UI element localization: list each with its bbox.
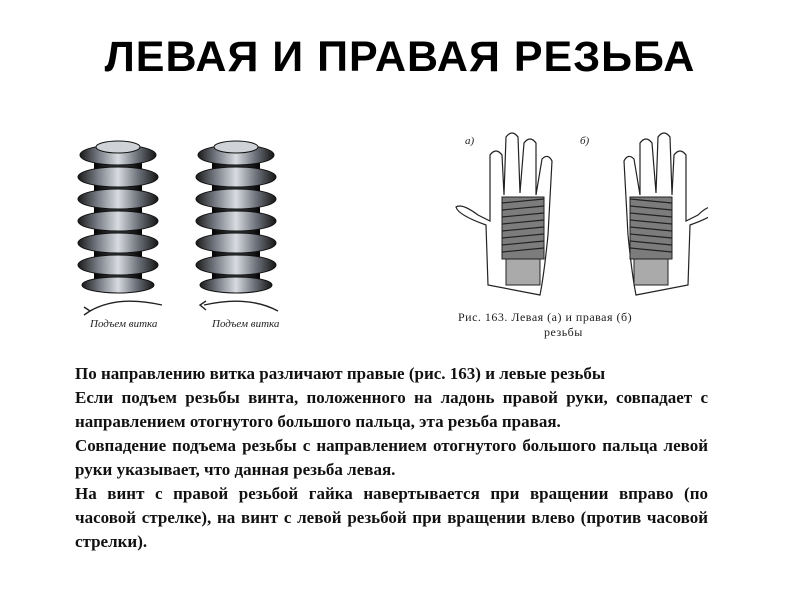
paragraph: Совпадение подъема резьбы с направлением отогнутого большого пальца левой руки указывает, что данная резьба левая. [75, 436, 708, 479]
paragraph: По направлению витка различают правые (рис. 163) и левые резьбы [75, 364, 606, 383]
figure-caption [458, 310, 718, 340]
left-screw-caption: Подъем витка [90, 318, 158, 330]
left-screw [78, 141, 158, 293]
paragraph: Если подъем резьбы винта, положенного на ладонь правой руки, совпадает с направлением отогнутого большого пальца, эта резьба правая. [75, 388, 708, 431]
right-hand-screw [630, 197, 672, 285]
hands-illustration [448, 125, 708, 335]
screws-illustration [72, 135, 308, 340]
figure-caption-line2: резьбы [544, 325, 583, 339]
page-title: ЛЕВАЯ И ПРАВАЯ РЕЗЬБА [104, 33, 696, 81]
hand-tag-b: б) [580, 135, 590, 147]
left-hand-screw [502, 197, 544, 285]
rotation-arrow-left [84, 301, 162, 315]
hand-tag-a: а) [465, 135, 475, 147]
right-screw [196, 141, 276, 293]
body-text [75, 362, 708, 554]
paragraph: На винт с правой резьбой гайка навертывается при вращении вправо (по часовой стрелке), на винт с левой резьбой при вращении влево (против часовой стрелки). [75, 484, 708, 551]
right-screw-caption: Подъем витка [212, 318, 280, 330]
figure-caption-line1: Рис. 163. Левая (а) и правая (б) [458, 310, 633, 324]
rotation-arrow-right [200, 301, 278, 311]
